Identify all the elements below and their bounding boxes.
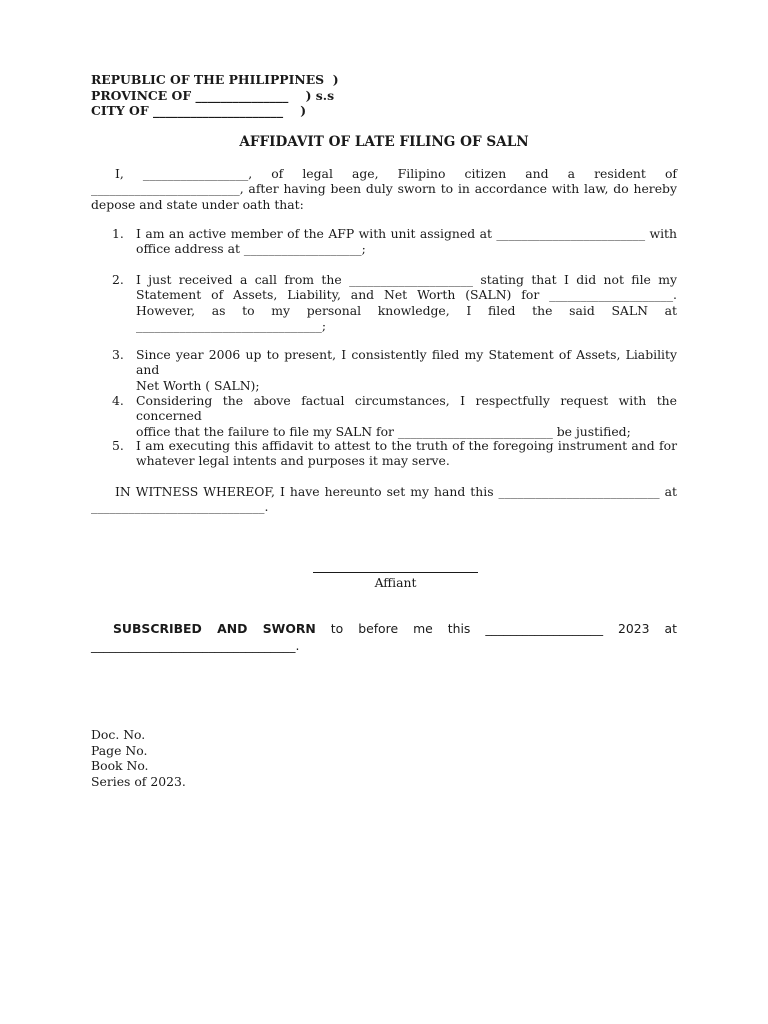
book-no-label: Book No.	[91, 758, 149, 773]
item-number: 5.	[112, 438, 124, 453]
jurat-line-1-rest: to before me this ___________________ 2023 at	[315, 621, 677, 636]
item-line: However, as to my personal knowledge, I filed the said SALN at	[136, 302, 677, 318]
intro-line-1: I, _________________, of legal age, Filipino citizen and a resident of	[115, 166, 677, 181]
item-line: I just received a call from the ____________________ stating that I did not file my	[136, 272, 677, 287]
item-text	[136, 438, 677, 469]
intro-line-2: ________________________, after having been duly sworn to in accordance with law, do hereby	[91, 181, 677, 197]
jurat-line-1	[91, 620, 677, 637]
item-number: 1.	[112, 226, 124, 241]
item-line: Since year 2006 up to present, I consistently filed my Statement of Assets, Liability and	[136, 347, 677, 378]
intro-line-3: depose and state under oath that:	[91, 196, 304, 212]
item-line: Considering the above factual circumstances, I respectfully request with the concerned	[136, 393, 677, 424]
item-number: 2.	[112, 272, 124, 287]
venue-city-line: CITY OF _____________________ )	[91, 103, 307, 118]
page-no-label: Page No.	[91, 742, 148, 758]
jurat-bold-lead: SUBSCRIBED AND SWORN	[113, 621, 316, 636]
item-number: 3.	[112, 347, 124, 362]
document-title: AFFIDAVIT OF LATE FILING OF SALN	[239, 134, 529, 150]
venue-republic-line: REPUBLIC OF THE PHILIPPINES )	[91, 72, 339, 87]
witness-line-1: IN WITNESS WHEREOF, I have hereunto set my hand this __________________________ at	[115, 484, 677, 499]
affiant-label: Affiant	[374, 575, 417, 590]
venue-block	[91, 72, 339, 119]
item-text	[136, 272, 677, 334]
item-line: I am executing this affidavit to attest to the truth of the foregoing instrument and for	[136, 438, 677, 453]
item-line: ______________________________;	[136, 318, 327, 334]
jurat-line-2: _________________________________.	[91, 638, 300, 653]
notarial-register-block	[91, 727, 186, 789]
item-text	[136, 226, 677, 257]
item-line: Statement of Assets, Liability, and Net Worth (SALN) for ____________________.	[136, 287, 677, 303]
doc-no-label: Doc. No.	[91, 727, 146, 742]
item-line: office that the failure to file my SALN for _________________________ be justified;	[136, 423, 631, 439]
jurat-paragraph	[91, 620, 677, 654]
item-number: 4.	[112, 393, 124, 408]
item-text	[136, 347, 677, 393]
witness-line-2: ____________________________.	[91, 499, 269, 515]
signature-line	[313, 572, 478, 573]
item-text	[136, 393, 677, 439]
item-line: whatever legal intents and purposes it may serve.	[136, 453, 450, 469]
witness-paragraph	[91, 484, 677, 515]
intro-paragraph	[91, 166, 677, 212]
item-line: Net Worth ( SALN);	[136, 377, 260, 393]
venue-province-line: PROVINCE OF _______________ ) s.s	[91, 87, 335, 103]
item-line: office address at ___________________;	[136, 241, 366, 257]
series-label: Series of 2023.	[91, 773, 186, 789]
item-line: I am an active member of the AFP with unit assigned at ________________________ with	[136, 226, 677, 241]
